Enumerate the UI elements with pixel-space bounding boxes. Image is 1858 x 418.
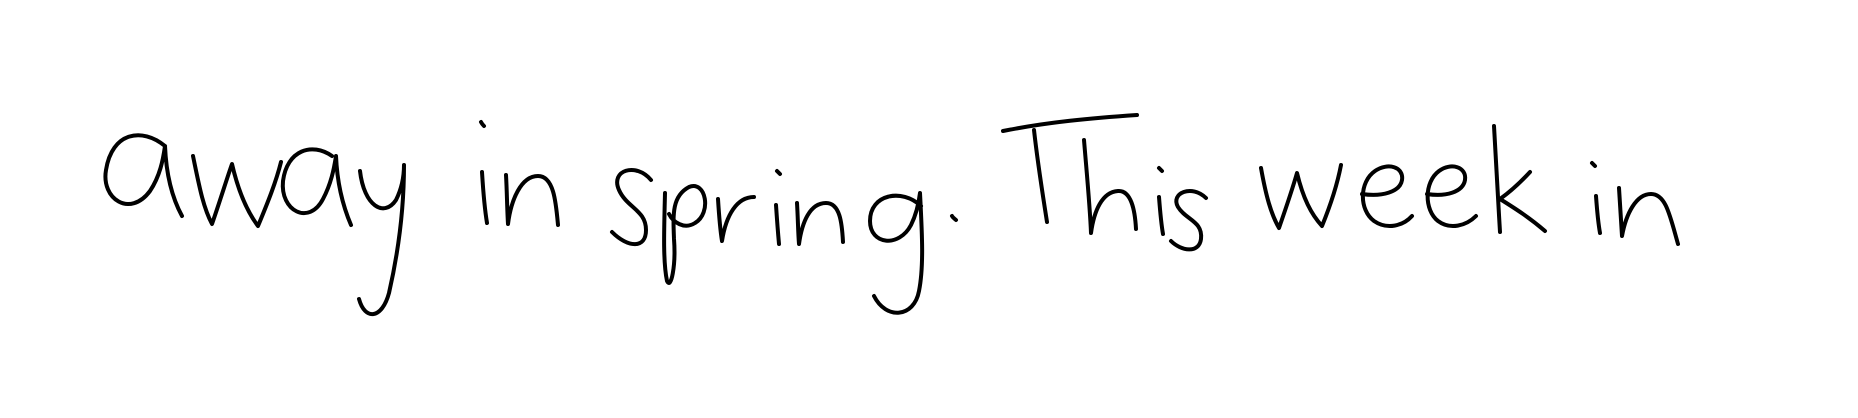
stroke-e2: [1427, 166, 1476, 226]
stroke-T-top: [1003, 115, 1137, 131]
stroke-n: [506, 175, 558, 225]
stroke-i3-dot: [1159, 168, 1162, 171]
stroke-g: [870, 193, 922, 313]
stroke-i4: [1596, 196, 1600, 233]
stroke-p: [664, 186, 705, 283]
stroke-e1: [1362, 166, 1412, 226]
stroke-period: [952, 216, 956, 220]
stroke-i: [482, 172, 487, 223]
stroke-i2-dot: [777, 171, 780, 174]
stroke-r: [718, 197, 754, 241]
stroke-i3: [1159, 197, 1163, 234]
stroke-T-stem: [1034, 130, 1047, 222]
stroke-a2: [283, 149, 351, 225]
stroke-w1: [193, 156, 281, 226]
stroke-i4-dot: [1592, 163, 1595, 166]
stroke-h: [1084, 140, 1136, 233]
stroke-k: [1494, 126, 1545, 232]
stroke-s2: [1171, 191, 1206, 249]
stroke-i2: [776, 205, 779, 244]
stroke-n2: [797, 203, 843, 244]
stroke-a1: [105, 135, 182, 216]
stroke-y: [359, 165, 404, 314]
stroke-w2: [1261, 165, 1341, 228]
stroke-i-dot: [481, 122, 484, 126]
stroke-s: [612, 170, 651, 244]
stroke-n3: [1619, 188, 1678, 244]
